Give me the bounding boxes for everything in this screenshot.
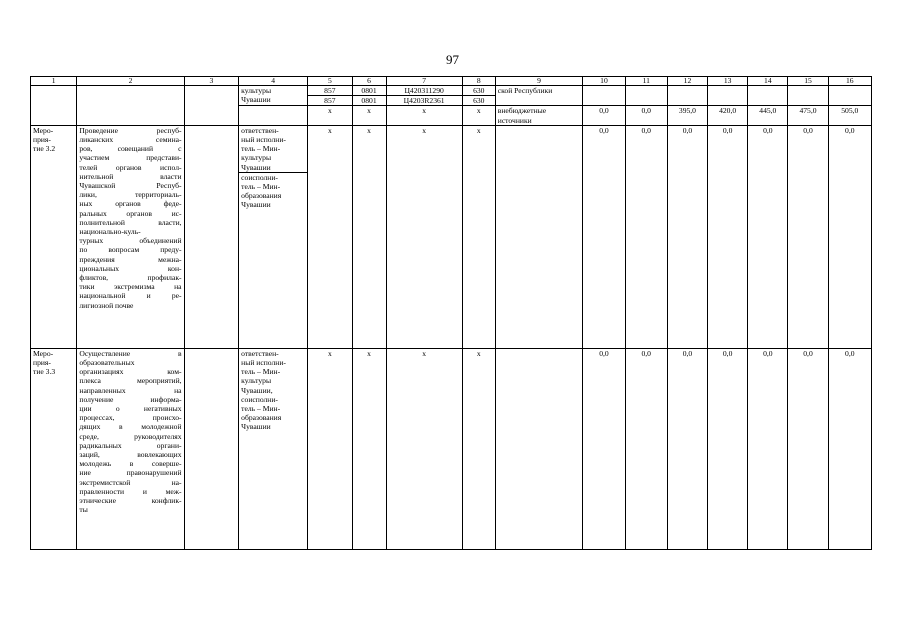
measure-row-3-3 — [31, 348, 872, 549]
text-line: нительной власти — [79, 171, 182, 181]
text-line: турных объединений — [79, 236, 182, 246]
value-cell: 0,0 — [583, 106, 625, 125]
column-header: 1 — [31, 77, 77, 86]
text-line: участием представи- — [79, 153, 182, 163]
text-line: тель – Мин- — [241, 404, 281, 414]
text-line: среде, руководителях — [79, 431, 182, 441]
value-cell: 0,0 — [788, 125, 828, 348]
source-cell: ской Республики — [495, 86, 583, 106]
column-header: 3 — [184, 77, 239, 86]
grbs-cell: x — [308, 125, 352, 348]
vr-cell: x — [462, 125, 495, 348]
page-number: 97 — [446, 52, 459, 67]
text-line: прия- — [33, 358, 51, 368]
text-line: этнические конфлик- — [79, 496, 182, 506]
value-cell — [788, 86, 828, 106]
text-line: процессах, происхо- — [79, 413, 182, 423]
value-cell: 505,0 — [828, 106, 871, 125]
status-cell — [31, 86, 77, 126]
value-cell — [828, 86, 871, 106]
text-line: ние правонарушений — [79, 468, 182, 478]
value-cell: 0,0 — [583, 348, 625, 549]
text-line: получение информа- — [79, 394, 182, 404]
text-line: Меро- — [33, 348, 54, 358]
value-cell: 0,0 — [667, 125, 707, 348]
text-line: преждения межна- — [79, 254, 182, 264]
column-header: 12 — [667, 77, 707, 86]
text-line: национально-куль- — [79, 227, 141, 237]
value-cell: 0,0 — [828, 348, 871, 549]
value-cell — [708, 86, 748, 106]
measure-row-3-2 — [31, 125, 872, 348]
value-cell — [667, 86, 707, 106]
column-number-row — [31, 77, 872, 86]
goal-cell — [184, 348, 239, 549]
text-line: ный исполни- — [241, 358, 286, 368]
text-line: Осуществление в — [79, 348, 182, 358]
value-cell: 0,0 — [583, 125, 625, 348]
text-line: молодежь в соверше- — [79, 459, 182, 469]
column-header: 2 — [77, 77, 184, 86]
rzpr-cell: x — [352, 125, 386, 348]
vr-cell: x — [462, 106, 495, 125]
rzpr-cell: x — [352, 348, 386, 549]
column-header: 15 — [788, 77, 828, 86]
value-cell: 0,0 — [708, 348, 748, 549]
status-cell — [31, 125, 77, 348]
executor-cell — [239, 348, 308, 549]
value-cell: 0,0 — [625, 348, 667, 549]
value-cell: 0,0 — [748, 125, 788, 348]
executor-line: Чувашии — [241, 95, 271, 105]
text-line: ральных органов ис- — [79, 208, 182, 218]
text-line: полнительной власти, — [79, 217, 182, 227]
text-line: культуры — [241, 376, 272, 386]
text-line: циональных кон- — [79, 263, 182, 273]
text-line: образовательных — [79, 358, 135, 368]
csr-cell: x — [386, 348, 462, 549]
value-cell: 420,0 — [708, 106, 748, 125]
text-line: Чувашской Респуб- — [79, 181, 182, 191]
text-line: культуры — [241, 153, 272, 163]
value-cell: 0,0 — [748, 348, 788, 549]
rzpr-cell: 0801 — [352, 96, 386, 106]
csr-cell: Ц4203R2361 — [386, 96, 462, 106]
goal-cell — [184, 86, 239, 126]
text-line: лигиозной почве — [79, 300, 134, 310]
text-line: по вопросам преду- — [79, 245, 182, 255]
value-cell: 0,0 — [667, 348, 707, 549]
executor-cell — [239, 106, 308, 125]
grbs-cell: x — [308, 348, 352, 549]
text-line: Меро- — [33, 125, 54, 135]
text-line: прия- — [33, 135, 51, 145]
name-cell — [77, 348, 184, 549]
name-cell — [77, 125, 184, 348]
source-cell — [495, 125, 583, 348]
text-line: тель – Мин- — [241, 182, 281, 192]
text-line: тель – Мин- — [241, 367, 281, 377]
text-line: ный исполни- — [241, 135, 286, 145]
column-header: 8 — [462, 77, 495, 86]
column-header: 4 — [239, 77, 308, 86]
text-line: соисполни- — [241, 172, 278, 182]
source-cell — [495, 106, 583, 125]
grbs-cell: x — [308, 106, 352, 125]
text-line: Чувашии — [241, 422, 271, 432]
column-header: 7 — [386, 77, 462, 86]
text-line: национальной и ре- — [79, 291, 182, 301]
text-line: ров, совещаний с — [79, 144, 182, 154]
column-header: 6 — [352, 77, 386, 86]
column-header: 9 — [495, 77, 583, 86]
text-line: телей органов испол- — [79, 162, 182, 172]
source-cell — [495, 348, 583, 549]
text-line: ликанских семина- — [79, 135, 182, 145]
value-cell: 475,0 — [788, 106, 828, 125]
value-cell — [583, 86, 625, 106]
csr-cell: Ц420311290 — [386, 86, 462, 96]
value-cell — [625, 86, 667, 106]
vr-cell: 630 — [462, 86, 495, 96]
value-cell: 0,0 — [708, 125, 748, 348]
text-line: организациях ком- — [79, 367, 182, 377]
value-cell: 0,0 — [788, 348, 828, 549]
column-header: 16 — [828, 77, 871, 86]
text-line: направленных на — [79, 385, 182, 395]
text-line: ответствен- — [241, 125, 279, 135]
csr-cell: x — [386, 106, 462, 125]
text-line: фликтов, профилак- — [79, 273, 182, 283]
column-header: 13 — [708, 77, 748, 86]
text-line: Чувашии — [241, 162, 271, 172]
text-line: тель – Мин- — [241, 144, 281, 154]
text-line: радикальных органи- — [79, 440, 182, 450]
text-line: ответствен- — [241, 348, 279, 358]
text-line: дящих в молодежной — [79, 422, 182, 432]
program-funding-table — [30, 76, 872, 550]
value-cell: 395,0 — [667, 106, 707, 125]
grbs-cell: 857 — [308, 86, 352, 96]
csr-cell: x — [386, 125, 462, 348]
text-line: правленности и меж- — [79, 486, 182, 496]
rzpr-cell: x — [352, 106, 386, 125]
text-line: лики, территориаль- — [79, 190, 182, 200]
goal-cell — [184, 125, 239, 348]
text-line: ты — [79, 505, 88, 515]
name-cell — [77, 86, 184, 126]
text-line: экстремистской на- — [79, 477, 182, 487]
text-line: тие 3.2 — [33, 144, 56, 154]
executor-line: культуры — [241, 86, 272, 95]
column-header: 11 — [625, 77, 667, 86]
column-header: 5 — [308, 77, 352, 86]
column-header: 10 — [583, 77, 625, 86]
text-line: ных органов феде- — [79, 199, 182, 209]
value-cell: 0,0 — [625, 106, 667, 125]
value-cell — [748, 86, 788, 106]
text-line: ции о негативных — [79, 404, 182, 414]
text-line: Чувашии, — [241, 385, 273, 395]
text-line: тие 3.3 — [33, 367, 56, 377]
column-header: 14 — [748, 77, 788, 86]
source-line: внебюджетные — [497, 106, 547, 116]
text-line: Проведение респуб- — [79, 125, 182, 135]
value-cell: 0,0 — [625, 125, 667, 348]
text-line: образования — [241, 413, 282, 423]
source-line: источники — [497, 115, 532, 125]
text-line: заций, вовлекающих — [79, 450, 182, 460]
status-cell — [31, 348, 77, 549]
text-line: тики экстремизма на — [79, 282, 182, 292]
text-line: соисполни- — [241, 394, 278, 404]
rzpr-cell: 0801 — [352, 86, 386, 96]
text-line: образования — [241, 191, 282, 201]
table-row — [31, 86, 872, 96]
value-cell: 0,0 — [828, 125, 871, 348]
vr-cell: x — [462, 348, 495, 549]
vr-cell: 630 — [462, 96, 495, 106]
text-line: плекса мероприятий, — [79, 376, 182, 386]
value-cell: 445,0 — [748, 106, 788, 125]
grbs-cell: 857 — [308, 96, 352, 106]
text-line: Чувашии — [241, 200, 271, 210]
executor-cell — [239, 125, 308, 348]
executor-cell — [239, 86, 308, 106]
